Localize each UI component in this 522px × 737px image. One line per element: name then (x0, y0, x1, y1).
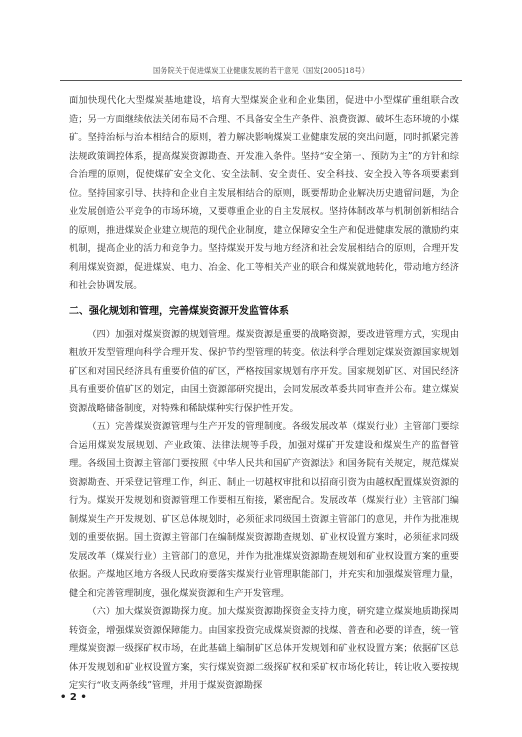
body-paragraph-continued: 面加快现代化大型煤炭基地建设，培育大型煤炭企业和企业集团，促进中小型煤矿重组联合改造；另一方面继续依法关闭布局不合理、不具备安全生产条件、浪费资源、破坏生态环境的小煤矿。坚持治标与治本相结合的原则，着力解决影响煤炭工业健康发展的突出问题，同时抓紧完善法规政策调控体系，提高煤炭资源勘查、开发准入条件。坚持“安全第一、预防为主”的方针和综合治理的原则，促使煤矿安全文化、安全法制、安全责任、安全科技、安全投入等各项要素到位。坚持国家引导、扶持和企业自主发展相结合的原则，既要帮助企业解决历史遗留问题，为企业发展创造公平竞争的市场环境，又要尊重企业的自主发展权。坚持体制改革与机制创新相结合的原则，推进煤炭企业建立规范的现代企业制度，建立保障安全生产和促进健康发展的激励约束机制，提高企业的活力和竞争力。坚持煤炭开发与地方经济和社会发展相结合的原则，合理开发利用煤炭资源，促进煤炭、电力、冶金、化工等相关产业的联合和煤炭就地转化，带动地方经济和社会协调发展。 (69, 95, 459, 291)
running-header: 国务院关于促进煤炭工业健康发展的若干意见（国发[2005]18号） (152, 66, 370, 75)
body-paragraph-6: （六）加大煤炭资源勘探力度。加大煤炭资源勘探资金支持力度，研究建立煤炭地质勘探周转资金，增强煤炭资源保障能力。由国家投资完成煤炭资源的找煤、普查和必要的详查，统一管理煤炭资源一级探矿权市场，在此基础上编制矿区总体开发规划和矿业权设置方案；依据矿区总体开发规划和矿业权设置方案，实行煤炭资源二级探矿权和采矿权市场化转让，转让收入要按规定实行“收支两条线”管理，并用于煤炭资源勘探 (69, 606, 459, 691)
body-paragraph-5: （五）完善煤炭资源管理与生产开发的管理制度。各级发展改革（煤炭行业）主管部门要综合运用煤炭发展规划、产业政策、法律法规等手段，加强对煤矿开发建设和煤炭生产的监督管理。各级国土资源主管部门要按照《中华人民共和国矿产资源法》和国务院有关规定，规范煤炭资源勘查、开采登记管理工作，纠正、制止一切越权审批和以招商引资为由越权配置煤炭资源的行为。煤炭开发规划和资源管理工作要相互衔接，紧密配合。发展改革（煤炭行业）主管部门编制煤炭生产开发规划、矿区总体规划时，必须征求同级国土资源主管部门的意见，并作为批准规划的重要依据。国土资源主管部门在编制煤炭资源勘查规划、矿业权设置方案时，必须征求同级发展改革（煤炭行业）主管部门的意见，并作为批准煤炭资源勘查规划和矿业权设置方案的重要依据。产煤地区地方各级人民政府要落实煤炭行业管理职能部门，并充实和加强煤炭管理力量，健全和完善管理制度，强化煤炭资源和生产开发管理。 (69, 421, 459, 599)
header-rule (60, 80, 462, 81)
body-paragraph-4: （四）加强对煤炭资源的规划管理。煤炭资源是重要的战略资源，要改进管理方式，实现由粗放开发型管理向科学合理开发、保护节约型管理的转变。依法科学合理划定煤炭资源国家规划矿区和对国民经济具有重要价值的矿区，严格按国家规划有序开发。国家规划矿区、对国民经济具有重要价值矿区的划定，由国土资源部研究提出，会同发展改革委共同审查并公布。建立煤炭资源战略储备制度，对特殊和稀缺煤种实行保护性开发。 (69, 328, 459, 414)
page-body (69, 92, 459, 696)
page-number: • 2 • (60, 692, 87, 703)
section-heading-2: 二、强化规划和管理，完善煤炭资源开发监管体系 (69, 305, 289, 317)
